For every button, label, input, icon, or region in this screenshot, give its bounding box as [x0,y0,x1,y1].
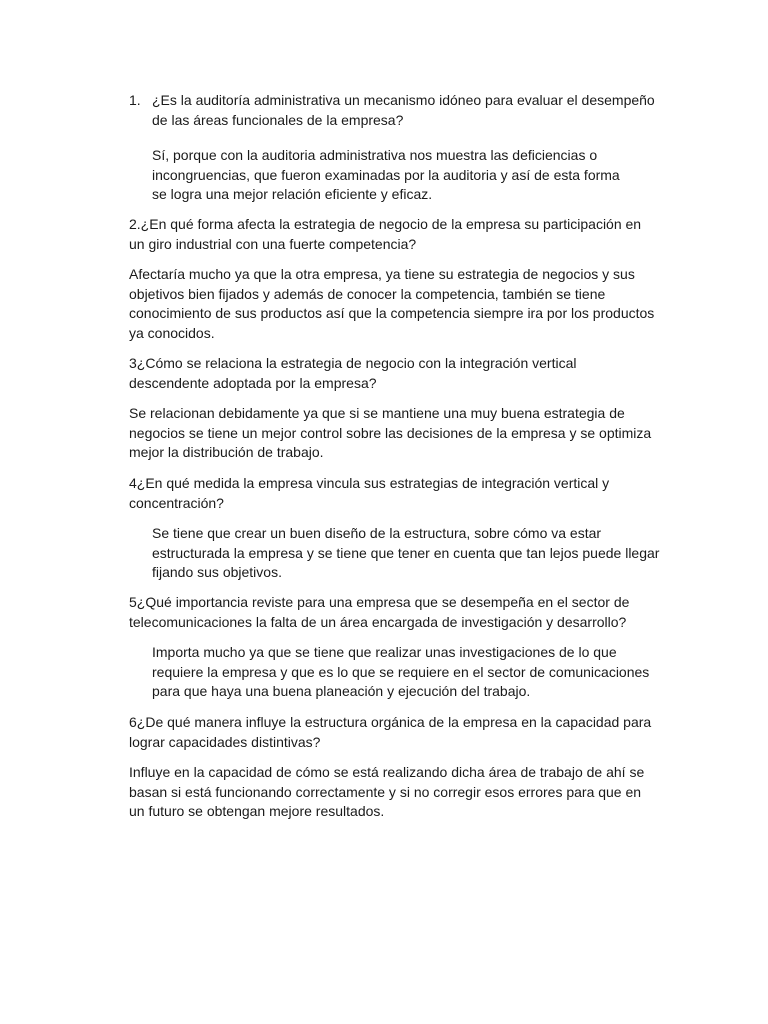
answer-4: Se tiene que crear un buen diseño de la estructura, sobre cómo va estar estructurada la empresa y se tiene que tener en cuenta que tan lejos puede llegar fijando sus objetivos. [152,525,660,580]
question-5: 5¿Qué importancia reviste para una empresa que se desempeña en el sector de telecomunicaciones la falta de un área encargada de investigación y desarrollo? [129,594,630,630]
question-1-text: ¿Es la auditoría administrativa un mecanismo idóneo para evaluar el desempeño de las áreas funcionales de la empresa? [152,92,655,128]
answer-1: Sí, porque con la auditoria administrativa nos muestra las deficiencias o incongruencias, que fueron examinadas por la auditoria y así de esta forma se logra una mejor relación eficiente y eficaz. [152,147,620,202]
question-2: 2.¿En qué forma afecta la estrategia de negocio de la empresa su participación en un giro industrial con una fuerte competencia? [129,216,642,252]
answer-5: Importa mucho ya que se tiene que realizar unas investigaciones de lo que requiere la empresa y que es lo que se requiere en el sector de comunicaciones para que haya una buena planeación y ejecución del trabajo. [152,644,650,699]
answer-6: Influye en la capacidad de cómo se está realizando dicha área de trabajo de ahí se basan si está funcionando correctamente y si no corregir esos errores para que en un futuro se obtengan mejore resultados. [129,764,645,819]
answer-2: Afectaría mucho ya que la otra empresa, ya tiene su estrategia de negocios y sus objetivos bien fijados y además de conocer la competencia, también se tiene conocimiento de sus productos así que la competencia siempre ira por los productos ya conocidos. [129,266,655,341]
question-1-number: 1. [129,92,141,108]
answer-3: Se relacionan debidamente ya que si se mantiene una muy buena estrategia de negocios se tiene un mejor control sobre las decisiones de la empresa y se optimiza mejor la distribución de trabajo. [129,405,652,460]
question-6: 6¿De qué manera influye la estructura orgánica de la empresa en la capacidad para lograr capacidades distintivas? [129,714,652,750]
question-3: 3¿Cómo se relaciona la estrategia de negocio con la integración vertical descendente adoptada por la empresa? [129,355,577,391]
question-1 [129,91,669,130]
question-4: 4¿En qué medida la empresa vincula sus estrategias de integración vertical y concentración? [129,475,610,511]
